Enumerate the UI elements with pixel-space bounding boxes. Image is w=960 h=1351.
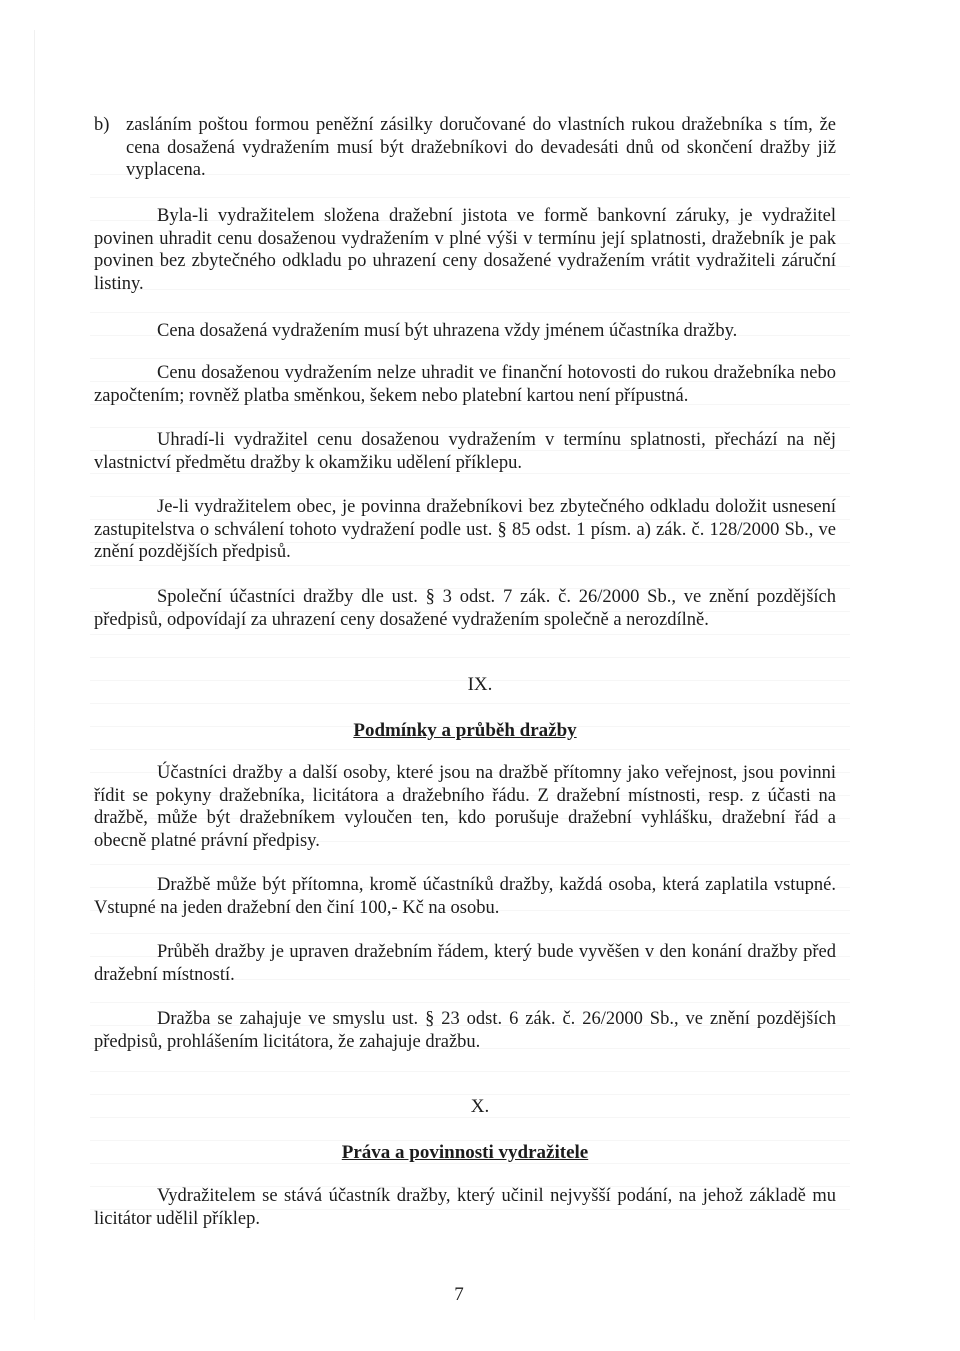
section-x-title: Práva a povinnosti vydražitele: [341, 1142, 589, 1163]
paragraph-ownership-transfer: Uhradí-li vydražitel cenu dosaženou vydražením v termínu splatnosti, přechází na něj vlastnictví předmětu dražby k okamžiku udělení příklepu.: [94, 430, 836, 473]
paragraph-entrance-fee: Dražbě může být přítomna, kromě účastníků dražby, každá osoba, která zaplatila vstupné. Vstupné na jeden dražební den činí 100,- Kč na osobu.: [94, 875, 836, 918]
paragraph-payment-name: Cena dosažená vydražením musí být uhrazena vždy jménem účastníka dražby.: [157, 321, 738, 341]
page-number: 7: [454, 1284, 464, 1305]
paragraph-bank-guarantee: Byla-li vydražitelem složena dražební jistota ve formě bankovní záruky, je vydražitel povinen uhradit cenu dosaženou vydražením v plné výši v termínu její splatnosti, dražebník je pak povinen bez zbytečného odkladu po uhrazení ceny dosažené vydražením vrátit vydražiteli záruční listiny.: [94, 206, 836, 294]
paragraph-participants-rules: Účastníci dražby a další osoby, které jsou na dražbě přítomny jako veřejnost, jsou povinni řídit se pokyny dražebníka, licitátora a dražebního řádu. Z dražební místnosti, resp. z účasti na dražbě, může být dražebníkem vyloučen ten, kdo porušuje dražební vyhlášku, dražební řád a obecně platné právní předpisy.: [94, 763, 836, 851]
paragraph-winner: Vydražitelem se stává účastník dražby, který učinil nejvyšší podání, na jehož základě mu licitátor udělil příklep.: [94, 1186, 836, 1229]
paragraph-auction-start: Dražba se zahajuje ve smyslu ust. § 23 odst. 6 zák. č. 26/2000 Sb., ve znění pozdějších předpisů, prohlášením licitátora, že zahajuje dražbu.: [94, 1009, 836, 1052]
list-item-b: [94, 114, 836, 182]
list-item-text: zasláním poštou formou peněžní zásilky doručované do vlastních rukou dražebníka s tím, že cena dosažená vydražením musí být dražebníkovi do devadesáti dnů od skončení dražby již vyplacena.: [126, 115, 836, 180]
section-x-number: X.: [470, 1096, 490, 1117]
paragraph-no-cash: Cenu dosaženou vydražením nelze uhradit ve finanční hotovosti do rukou dražebníka nebo započtením; rovněž platba směnkou, šekem nebo platební kartou není přípustná.: [94, 363, 836, 406]
list-item-label: b): [94, 115, 110, 135]
section-ix-number: IX.: [467, 674, 493, 695]
section-ix-title: Podmínky a průběh dražby: [353, 720, 577, 741]
paragraph-auction-course: Průběh dražby je upraven dražebním řádem, který bude vyvěšen v den konání dražby před dražební místností.: [94, 942, 836, 985]
paragraph-joint-participants: Společní účastníci dražby dle ust. § 3 odst. 7 zák. č. 26/2000 Sb., ve znění pozdějších předpisů, odpovídají za uhrazení ceny dosažené vydražením společně a nerozdílně.: [94, 587, 836, 630]
paragraph-municipality: Je-li vydražitelem obec, je povinna dražebníkovi bez zbytečného odkladu doložit usnesení zastupitelstva o schválení tohoto vydražení podle ust. § 85 odst. 1 písm. a) zák. č. 128/2000 Sb., ve znění pozdějších předpisů.: [94, 497, 836, 562]
